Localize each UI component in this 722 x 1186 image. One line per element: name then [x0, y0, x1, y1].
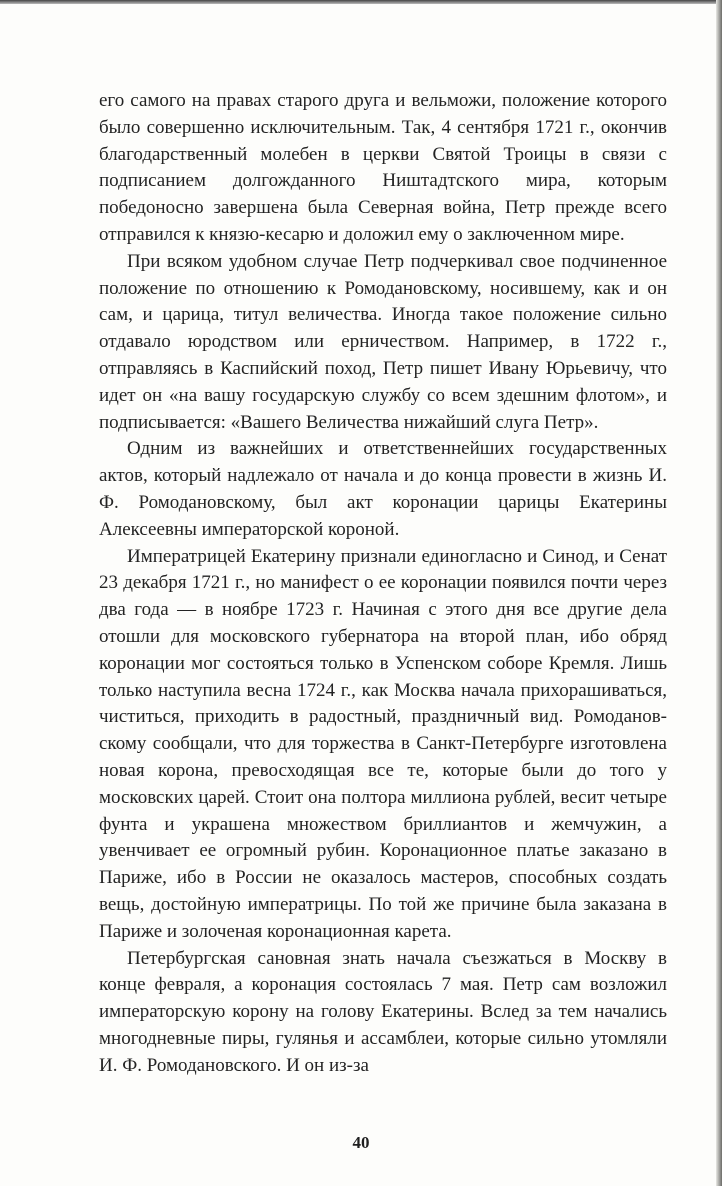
- page-top-edge: [0, 0, 722, 4]
- paragraph-1: его самого на правах старого друга и вельможи, положение которого было совершенно исключительным. Так, 4 сентября 1721 г., окончив благодарственный молебен в церкви Святой Троицы в связи с подписанием долгожданного Ништадтского мира, которым победоносно завершена была Северная война, Петр прежде всего отправился к князю-кесарю и доложил ему о заключенном мире.: [99, 90, 667, 245]
- paragraph-4: Императрицей Екатерину признали единогласно и Синод, и Сенат 23 декабря 1721 г., но манифест о ее коронации появился почти через два года — в ноябре 1723 г. Начиная с этого дня все другие дела отошли для московского губернатора на второй план, ибо обряд коронации мог состояться только в Успенском соборе Кремля. Лишь только наступила весна 1724 г., как Москва начала прихорашиваться, чиститься, приходить в радостный, праздничный вид. Ромодановскому сообщали, что для торжества в Санкт-Петербурге изготовлена новая корона, превосходящая все те, которые были до того у московских царей. Стоит она полтора миллиона рублей, весит четыре фунта и украшена множеством бриллиантов и жемчужин, а увенчивает ее огромный рубин. Коронационное платье заказано в Париже, ибо в России не оказалось мастеров, способных создать вещь, достойную императрицы. По той же причине была заказана в Париже и золоченая коронационная карета.: [99, 545, 667, 942]
- paragraph-3: Одним из важнейших и ответственнейших государственных актов, который надлежало от начала и до конца провести в жизнь И. Ф. Ромодановскому, был акт коронации царицы Екатерины Алексеевны императорской короной.: [99, 438, 667, 540]
- page-binding-shadow: [716, 0, 722, 1186]
- paragraph-5: Петербургская сановная знать начала съезжаться в Москву в конце февраля, а коронация состоялась 7 мая. Петр сам возложил императорскую корону на голову Екатерины. Вслед за тем начались многодневные пиры, гулянья и ассамблеи, которые сильно утомляли И. Ф. Ромодановского. И он из-за: [99, 947, 667, 1076]
- body-text: [99, 88, 667, 1079]
- page-number: 40: [352, 1133, 370, 1152]
- paragraph-2: При всяком удобном случае Петр подчеркивал свое подчиненное положение по отношению к Ромодановскому, носившему, как и он сам, и царица, титул величества. Иногда такое положение сильно отдавало юродством или ерничеством. Например, в 1722 г., отправляясь в Каспийский поход, Петр пишет Ивану Юрьевичу, что идет он «на вашу государскую службу со всем здешним флотом», и подписывается: «Вашего Величества нижайший слуга Петр».: [99, 250, 667, 433]
